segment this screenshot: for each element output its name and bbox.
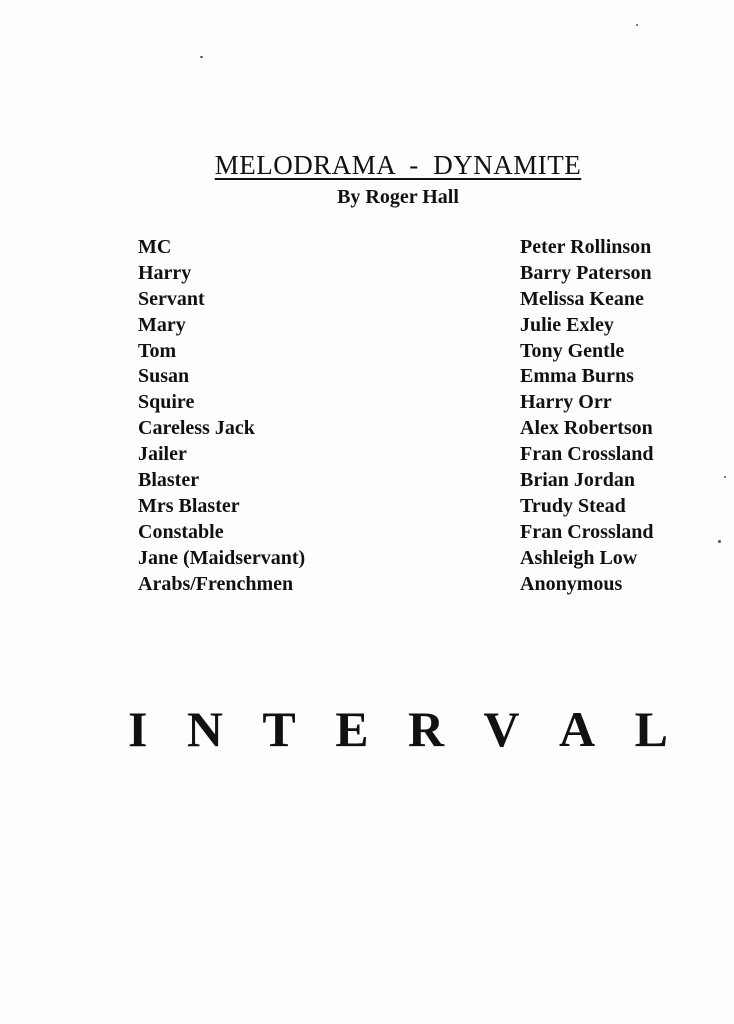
actor-name: Ashleigh Low (520, 546, 638, 569)
actor-name: Tony Gentle (520, 339, 625, 362)
cast-list (138, 236, 678, 598)
interval-letter: N (186, 701, 223, 757)
cast-row (138, 262, 678, 288)
interval-letter: V (483, 701, 520, 757)
cast-row (138, 495, 678, 521)
actor-name: Emma Burns (520, 365, 634, 388)
play-title: MELODRAMA - DYNAMITE (214, 150, 582, 180)
cast-row (138, 521, 678, 547)
cast-row (138, 417, 678, 443)
role-name: Careless Jack (138, 417, 255, 440)
cast-row (138, 288, 678, 314)
interval-letter: A (559, 701, 596, 757)
role-name: Servant (138, 287, 205, 310)
actor-name: Fran Crossland (520, 520, 654, 543)
interval-heading (128, 700, 668, 758)
scan-speck (724, 476, 726, 478)
actor-name: Peter Rollinson (520, 236, 652, 258)
actor-name: Anonymous (520, 572, 623, 595)
actor-name: Alex Robertson (520, 417, 653, 440)
cast-row (138, 236, 678, 262)
actor-name: Harry Orr (520, 391, 612, 414)
actor-name: Julie Exley (520, 313, 614, 336)
cast-row (138, 443, 678, 469)
actor-name: Melissa Keane (520, 287, 644, 310)
role-name: Arabs/Frenchmen (138, 572, 294, 595)
role-name: Tom (138, 339, 177, 362)
cast-row (138, 340, 678, 366)
scan-speck (718, 540, 721, 543)
actor-name: Fran Crossland (520, 443, 654, 466)
role-name: Susan (138, 365, 190, 388)
cast-row (138, 469, 678, 495)
actor-name: Barry Paterson (520, 261, 652, 284)
interval-letter: E (335, 701, 369, 757)
cast-row (138, 391, 678, 417)
actor-name: Brian Jordan (520, 469, 636, 492)
actor-name: Trudy Stead (520, 494, 626, 517)
cast-row (138, 547, 678, 573)
role-name: Blaster (138, 469, 200, 492)
role-name: Constable (138, 520, 224, 543)
interval-letter: T (262, 701, 296, 757)
interval-letter: L (634, 701, 668, 757)
cast-row (138, 314, 678, 340)
role-name: Jane (Maidservant) (138, 546, 306, 569)
play-author: By Roger Hall (337, 186, 459, 208)
role-name: Jailer (138, 443, 187, 466)
role-name: Squire (138, 391, 195, 414)
interval-letter: R (407, 701, 445, 757)
scan-speck (200, 56, 203, 58)
scan-speck (636, 24, 638, 26)
role-name: Mary (138, 313, 186, 336)
role-name: Mrs Blaster (138, 494, 240, 517)
interval-letter: I (128, 701, 148, 757)
role-name: Harry (138, 261, 192, 284)
cast-row (138, 365, 678, 391)
cast-row (138, 573, 678, 599)
role-name: MC (138, 236, 172, 258)
